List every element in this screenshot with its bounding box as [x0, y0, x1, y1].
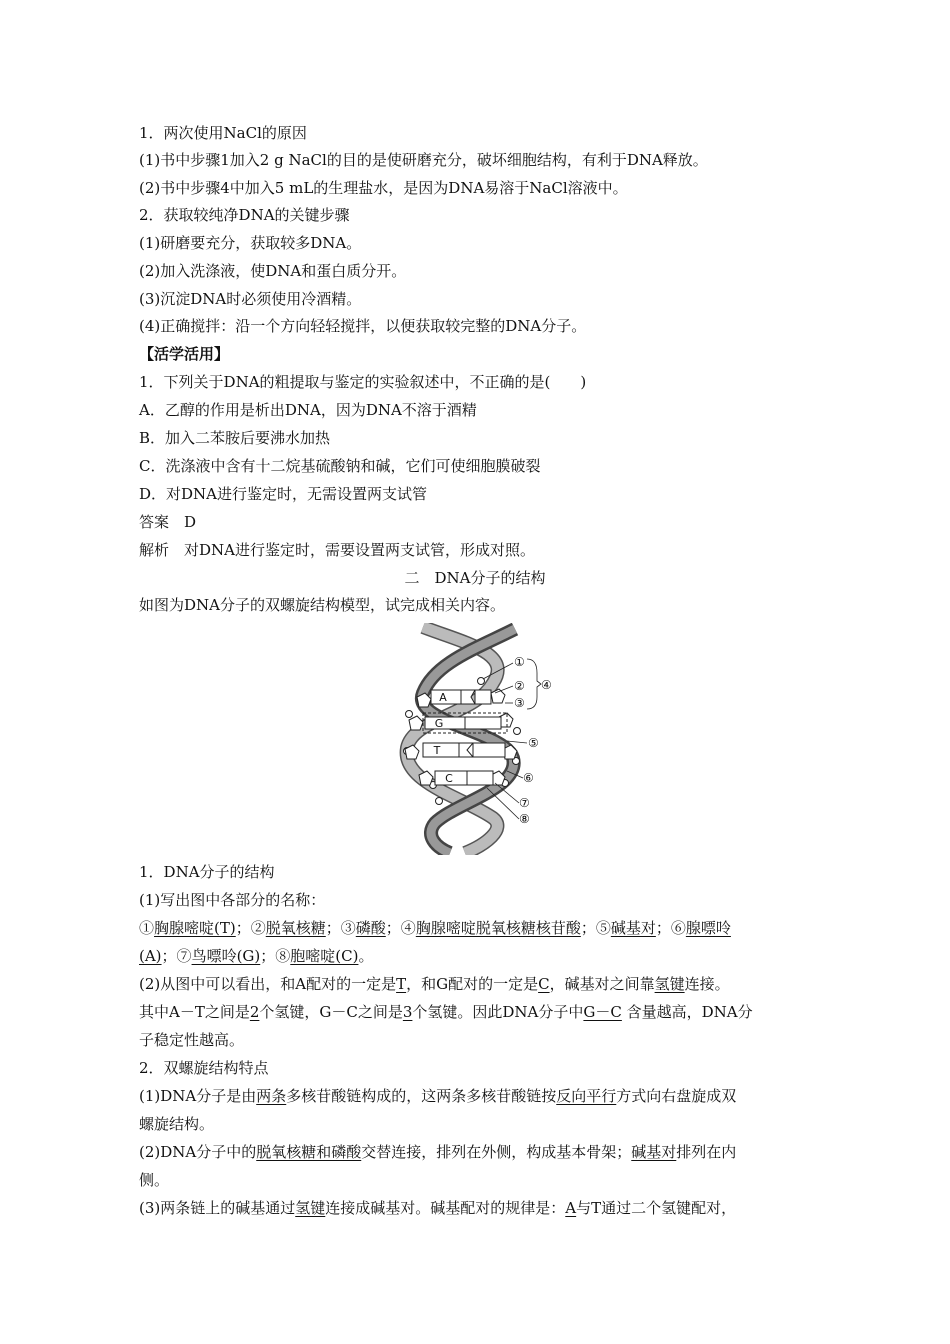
analysis: 解析 对DNA进行鉴定时，需要设置两支试管，形成对照。 [139, 541, 535, 559]
text-line: (2)加入洗涤液，使DNA和蛋白质分开。 [139, 262, 407, 280]
heading-dna-structure: 1．DNA分子的结构 [139, 863, 275, 881]
heading-key-steps: 2．获取较纯净DNA的关键步骤 [139, 206, 350, 224]
text-line: (2)书中步骤4中加入5 mL的生理盐水，是因为DNA易溶于NaCl溶液中。 [139, 179, 628, 197]
practice-title: 【活学活用】 [139, 345, 230, 363]
question-stem: 1．下列关于DNA的粗提取与鉴定的实验叙述中，不正确的是( ) [139, 373, 587, 391]
dna-double-helix-figure [395, 623, 565, 855]
names-line-1: ①胸腺嘧啶(T)；②脱氧核糖；③磷酸；④胸腺嘧啶脱氧核糖核苷酸；⑤碱基对；⑥腺嘌呤 [139, 919, 731, 937]
text-line: (1)写出图中各部分的名称： [139, 891, 326, 909]
feature-1-line-2: 螺旋结构。 [139, 1115, 215, 1133]
option-d: D．对DNA进行鉴定时，无需设置两支试管 [139, 485, 428, 503]
base-c-label: C [445, 772, 453, 785]
pair-line-1: (2)从图中可以看出，和A配对的一定是T，和G配对的一定是C，碱基对之间靠氢键连接。 [139, 975, 730, 993]
marker-3: ③ [514, 696, 525, 710]
names-line-2: (A)；⑦鸟嘌呤(G)；⑧胞嘧啶(C)。 [139, 947, 374, 965]
option-b: B．加入二苯胺后要沸水加热 [139, 429, 331, 447]
option-c: C．洗涤液中含有十二烷基硫酸钠和碱，它们可使细胞膜破裂 [139, 457, 541, 475]
base-t-label: T [433, 744, 441, 757]
marker-7: ⑦ [519, 796, 530, 810]
pair-line-2: 其中A－T之间是2个氢键，G－C之间是3个氢键。因此DNA分子中G－C 含量越高，DNA分 [139, 1003, 753, 1021]
option-a: A．乙醇的作用是析出DNA，因为DNA不溶于酒精 [139, 401, 477, 419]
marker-5: ⑤ [528, 736, 539, 750]
marker-1: ① [514, 655, 525, 669]
text-line: (1)研磨要充分，获取较多DNA。 [139, 234, 362, 252]
feature-1-line-1: (1)DNA分子是由两条多核苷酸链构成的，这两条多核苷酸链按反向平行方式向右盘旋成双 [139, 1087, 737, 1105]
heading-helix-features: 2．双螺旋结构特点 [139, 1059, 269, 1077]
feature-3-line-1: (3)两条链上的碱基通过氢键连接成碱基对。碱基配对的规律是：A与T通过二个氢键配对， [139, 1199, 737, 1217]
answer: 答案 D [139, 513, 197, 531]
heading-nacl-reasons: 1．两次使用NaCl的原因 [139, 124, 307, 142]
marker-8: ⑧ [519, 812, 530, 826]
base-a-label: A [439, 691, 447, 704]
figure-intro: 如图为DNA分子的双螺旋结构模型，试完成相关内容。 [139, 596, 505, 614]
pair-line-3: 子稳定性越高。 [139, 1031, 245, 1049]
marker-4: ④ [541, 678, 552, 692]
marker-2: ② [514, 679, 525, 693]
marker-6: ⑥ [523, 771, 534, 785]
text-line: (3)沉淀DNA时必须使用冷酒精。 [139, 290, 362, 308]
text-line: (4)正确搅拌：沿一个方向轻轻搅拌，以便获取较完整的DNA分子。 [139, 317, 587, 335]
feature-2-line-1: (2)DNA分子中的脱氧核糖和磷酸交替连接，排列在外侧，构成基本骨架；碱基对排列在内 [139, 1143, 737, 1161]
text-line: (1)书中步骤1加入2 g NaCl的目的是使研磨充分，破坏细胞结构，有利于DNA释放。 [139, 151, 708, 169]
section-title: 二 DNA分子的结构 [404, 569, 546, 587]
base-g-label: G [434, 717, 444, 730]
feature-2-line-2: 侧。 [139, 1171, 170, 1189]
